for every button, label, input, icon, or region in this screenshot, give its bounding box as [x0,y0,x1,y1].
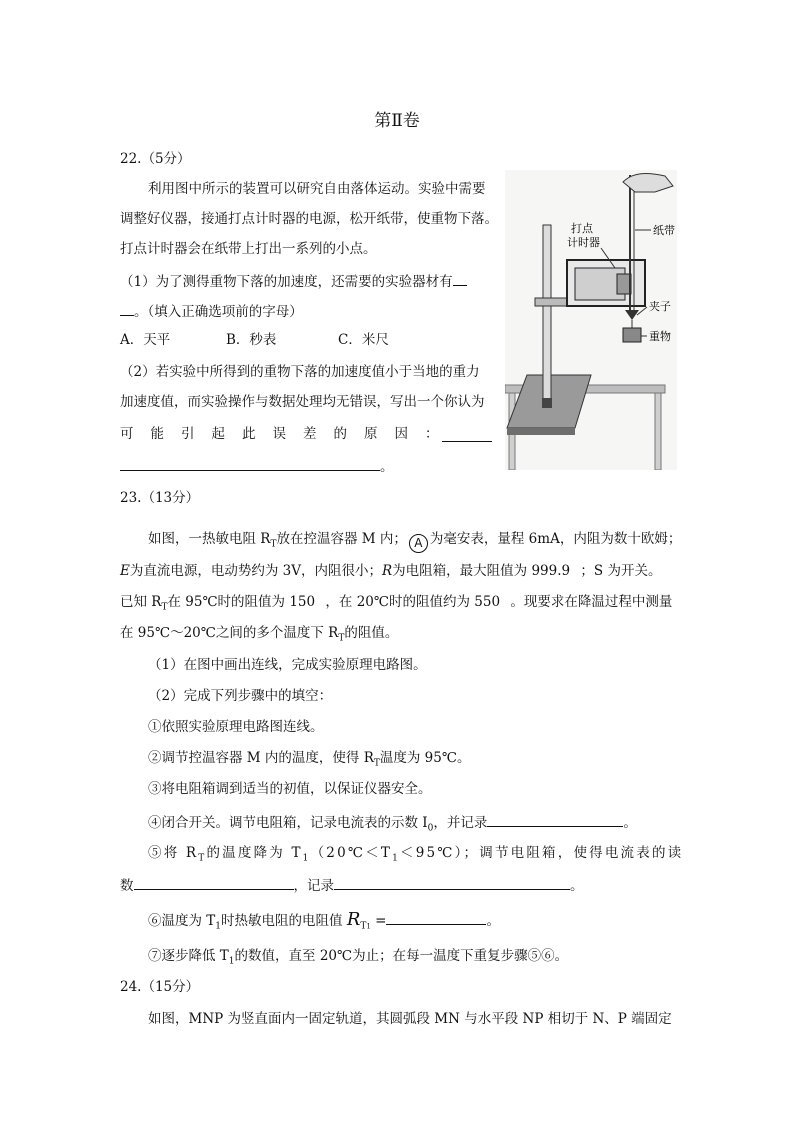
subscript: T [270,539,277,550]
q23-s3: ③将电阻箱调到适当的初值，以保证仪器安全。 [148,781,432,797]
q23-text: ＜95℃）；调节电阻箱，使得电流表的读 [400,845,684,861]
q23-text: ，记录 [293,878,334,894]
subscript: 1 [392,853,401,864]
answer-blank[interactable] [120,301,134,316]
answer-blank[interactable] [334,875,570,890]
symbol-E: E [120,563,130,579]
q23-text: 为电阻箱，最大阻值为 999.9 [392,563,575,579]
q23-line-2 [120,562,661,580]
q22-part1-cont [120,301,303,321]
q23-s5-cont [120,875,584,895]
q23-text: 为毫安表，量程 6mA，内阻为数十欧姆； [429,531,682,547]
label-clip: 夹子 [649,300,671,313]
answer-blank[interactable] [134,875,294,890]
subscript: 1 [302,853,311,864]
q23-text: ⑤将 R [148,845,199,861]
q23-text: ⑦逐步降低 T [148,948,229,964]
q22-part2-1: （2）若实验中所得到的重物下落的加速度值小于当地的重力 [120,364,480,380]
q22-intro-2: 调整好仪器，接通打点计时器的电源，松开纸带，使重物下落。 [120,211,498,227]
q23-s7 [148,947,568,971]
q23-line-1 [148,530,681,554]
subscript: T [338,633,345,644]
subscript: 0 [427,823,434,834]
answer-blank[interactable] [453,271,467,286]
q23-text: 如图，一热敏电阻 R [148,531,271,547]
subscript: 1 [228,956,235,967]
q23-s2 [148,749,470,773]
answer-blank[interactable] [386,910,486,925]
answer-blank[interactable] [487,812,623,827]
q23-text: 的阻值。 [344,625,399,641]
q22-option-b: B．秒表 [226,332,277,348]
q23-text: 在 95℃时的阻值为 150 [167,594,320,610]
subscript: T [360,921,367,932]
q22-number: 22.（5分） [120,151,191,167]
subscript: 1 [215,921,222,932]
label-tape: 纸带 [653,224,675,237]
q22-part1-text: （1）为了测得重物下落的加速度，还需要的实验器材有 [120,274,453,290]
subscript: 1 [366,922,371,931]
q22-part2-reason: 可能引起此误差的原因： [120,426,456,442]
q23-s5 [148,844,683,868]
q23-text: ，在 20℃时的阻值约为 550 [325,594,505,610]
q24-number: 24.（15分） [120,979,200,995]
q23-text: （20℃＜T [310,845,393,861]
q23-text: ②调节控温容器 M 内的温度，使得 R [148,750,374,766]
q23-step1: （1）在图中画出连线，完成实验原理电路图。 [148,657,427,673]
q23-text: 为直流电源，电动势约为 3V，内阻很小； [129,563,382,579]
answer-blank[interactable] [442,427,492,442]
page-title: 第Ⅱ卷 [374,111,420,131]
q22-intro-1: 利用图中所示的装置可以研究自由落体运动。实验中需要 [148,181,486,197]
q23-text: ⑥温度为 T [148,913,216,929]
q23-s4 [148,812,637,838]
q23-text: 。现要求在降温过程中测量 [510,594,673,610]
label-weight: 重物 [649,330,671,343]
q23-text: 的数值，直至 20℃为止；在每一温度下重复步骤⑤⑥。 [234,948,569,964]
subscript: T [373,758,380,769]
q23-text: ；S 为开关。 [580,563,662,579]
q23-step2: （2）完成下列步骤中的填空： [148,688,333,704]
q23-text: 的温度降为 T [206,845,303,861]
q22-part1-note: 。（填入正确选项前的字母） [134,304,303,320]
period: 。 [380,459,394,475]
label-timer: 打点 [571,222,593,235]
period: 。 [623,815,637,831]
period: 。 [486,913,500,929]
q23-text: 时热敏电阻的电阻值 [221,913,343,929]
q23-text: 放在控温容器 M 内； [276,531,407,547]
q22-option-c: C．米尺 [338,332,389,348]
q22-intro-3: 打点计时器会在纸带上打出一系列的小点。 [120,241,377,257]
q23-text: 已知 R [120,594,162,610]
q22-part1 [120,271,467,291]
q23-line-4 [120,624,398,648]
q24-line: 如图，MNP 为竖直面内一固定轨道，其圆弧段 MN 与水平段 NP 相切于 N、P 端固定 [148,1011,672,1027]
subscript: T [161,602,168,613]
answer-blank[interactable] [120,456,380,471]
subscript: T [198,853,207,864]
q23-line-3 [120,593,672,617]
q22-option-a: A．天平 [120,332,171,348]
q23-text: 温度为 95℃。 [379,750,471,766]
q23-s1: ①依照实验原理电路图连线。 [148,719,324,735]
q22-part2-4 [120,456,394,476]
ammeter-icon: A [409,534,428,553]
symbol-R: R [382,563,393,579]
q23-number: 23.（13分） [120,490,200,506]
q22-part2-2: 加速度值，而实验操作与数据处理均无错误，写出一个你认为 [120,394,485,410]
q23-text: 数 [120,878,134,894]
symbol-R: R [346,909,361,930]
q23-text: ，并记录 [433,815,488,831]
label-timer-2: 计时器 [567,236,600,249]
free-fall-apparatus-figure [505,170,677,470]
equals: = [375,913,387,929]
q23-text: 在 95℃～20℃之间的多个温度下 R [120,625,339,641]
q23-text: ④闭合开关。调节电阻箱，记录电流表的示数 I [148,815,428,831]
q23-s6 [148,910,500,936]
period: 。 [570,878,584,894]
q22-part2-3 [120,425,456,443]
